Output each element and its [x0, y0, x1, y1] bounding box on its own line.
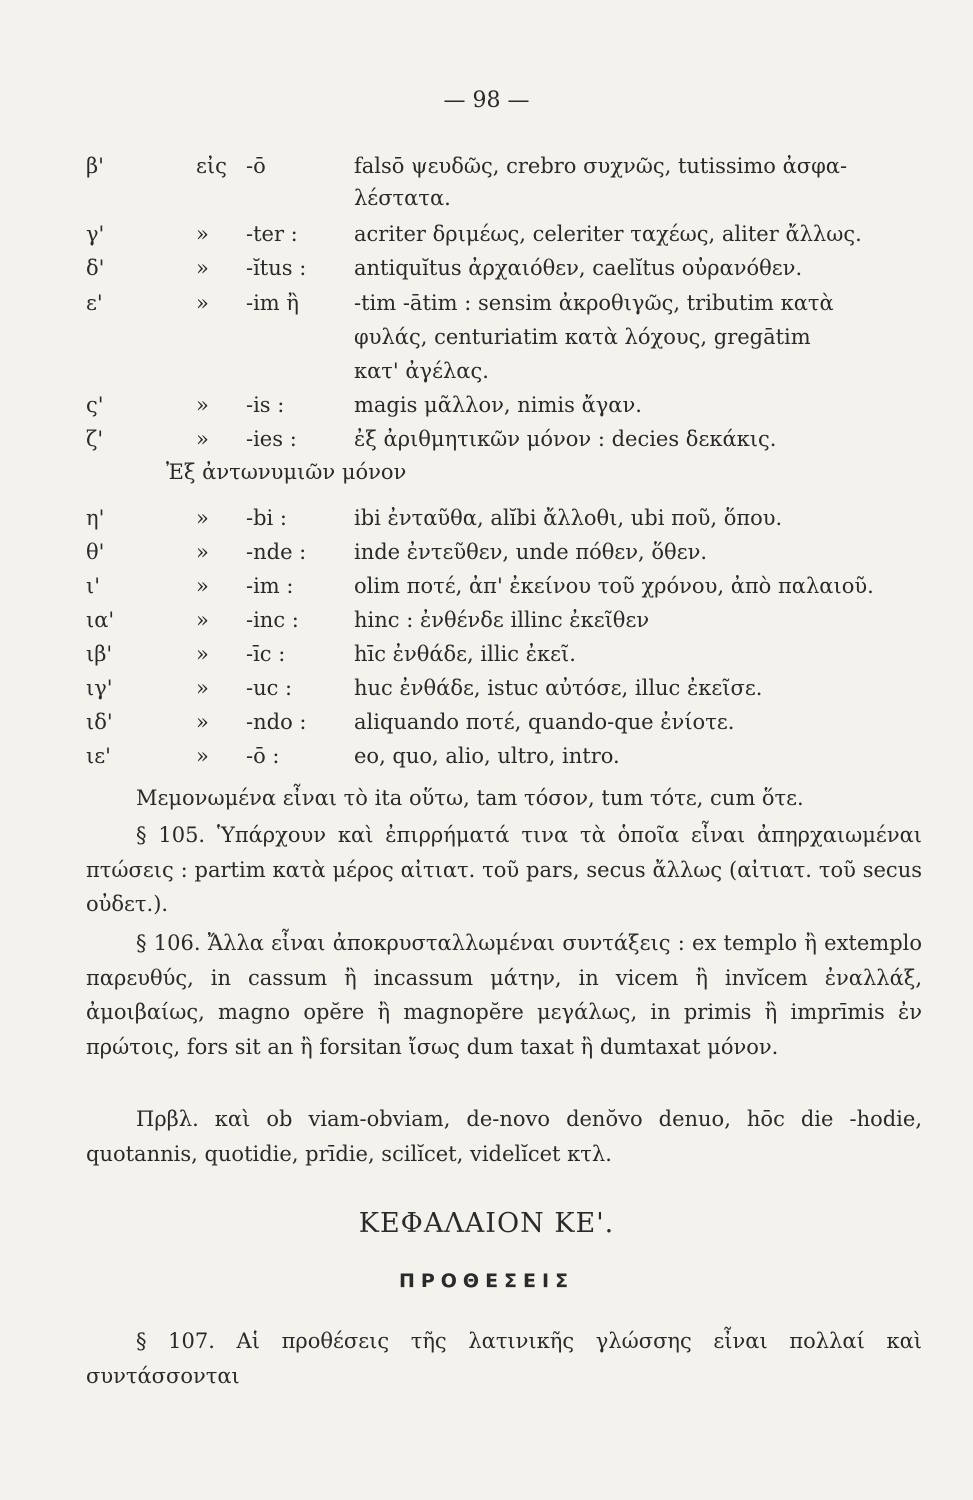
row-examples: olim ποτέ, ἀπ' ἐκείνου τοῦ χρόνου, ἀπὸ παλαιοῦ. [354, 574, 874, 598]
row-number: ι' [86, 574, 101, 598]
row-examples: -tim -ātim : sensim ἀκροθιγῶς, tributim κατὰ [354, 291, 834, 315]
memo-line: Μεμονωμένα εἶναι τὸ ita οὕτω, tam τόσον, tum τότε, cum ὅτε. [136, 786, 804, 810]
row-continuation: κατ' ἀγέλας. [354, 359, 489, 383]
row-examples: falsō ψευδῶς, crebro συχνῶς, tutissimo ἀσφα- [354, 154, 848, 178]
row-suffix: -inc : [246, 608, 299, 632]
row-number: γ' [86, 222, 105, 246]
table-row [86, 427, 926, 457]
row-prefix: » [196, 291, 209, 315]
row-examples: aliquando ποτέ, quando-que ἐνίοτε. [354, 710, 735, 734]
row-number: ε' [86, 291, 103, 315]
row-suffix: -im : [246, 574, 294, 598]
row-examples: ἐξ ἀριθμητικῶν μόνον : decies δεκάκις. [354, 427, 777, 451]
table-row [86, 608, 926, 638]
row-suffix: -ndo : [246, 710, 307, 734]
row-suffix: -uc : [246, 676, 293, 700]
row-examples: hinc : ἐνθένδε illinc ἐκεῖθεν [354, 608, 650, 632]
row-prefix: » [196, 506, 209, 530]
row-prefix: » [196, 608, 209, 632]
row-prefix: » [196, 710, 209, 734]
row-suffix: -nde : [246, 540, 307, 564]
table-row [86, 291, 926, 321]
row-examples: hīc ἐνθάδε, illic ἐκεῖ. [354, 642, 576, 666]
row-prefix: » [196, 744, 209, 768]
row-number: ιε' [86, 744, 111, 768]
table-row [86, 642, 926, 672]
row-number: η' [86, 506, 105, 530]
row-number: δ' [86, 256, 105, 280]
row-prefix: » [196, 642, 209, 666]
table-row [86, 256, 926, 286]
paragraph-107: § 107. Αἱ προθέσεις τῆς λατινικῆς γλώσσης εἶναι πολλαί καὶ συντάσσονται [86, 1329, 922, 1388]
row-suffix: -ies : [246, 427, 297, 451]
row-suffix: -īc : [246, 642, 286, 666]
row-examples: acriter δριμέως, celeriter ταχέως, aliter ἄλλως. [354, 222, 862, 246]
row-suffix: -ter : [246, 222, 298, 246]
table-row [86, 222, 926, 252]
table-row [86, 574, 926, 604]
row-continuation: φυλάς, centuriatim κατὰ λόχους, gregātim [354, 325, 811, 349]
row-prefix: » [196, 574, 209, 598]
row-number: ιβ' [86, 642, 113, 666]
row-suffix: -is : [246, 393, 285, 417]
paragraph-106: § 106. Ἄλλα εἶναι ἀποκρυσταλλωμέναι συντάξεις : ex templo ἢ extemplo παρευθύς, in cassum ἢ incassum μάτην, in vicem ἢ invĭcem ἐναλλάξ, ἀμοιβαίως, magno opĕre ἢ magnopĕre μεγάλως, in primis ἢ imprīmis ἐν πρώτοις, fors sit an ἢ forsitan ἴσως dum taxat ἢ dumtaxat μόνον. [86, 931, 922, 1059]
table-row [86, 676, 926, 706]
row-examples: inde ἐντεῦθεν, unde πόθεν, ὅθεν. [354, 540, 708, 564]
row-suffix: -ō [246, 154, 266, 178]
chapter-title: ΚΕΦΑΛΑΙΟΝ ΚΕ'. [358, 1208, 615, 1239]
row-number: ς' [86, 393, 104, 417]
table-row [86, 393, 926, 423]
row-suffix: -ĭtus : [246, 256, 307, 280]
row-suffix: -im ἢ [246, 291, 299, 315]
row-prefix: » [196, 540, 209, 564]
table-row [86, 710, 926, 740]
row-number: ιγ' [86, 676, 113, 700]
page-number: — 98 — [443, 88, 530, 113]
row-number: ιδ' [86, 710, 113, 734]
table-row [86, 744, 926, 774]
table-row [86, 154, 926, 184]
row-suffix: -ō : [246, 744, 280, 768]
paragraph-105: § 105. Ὑπάρχουν καὶ ἐπιρρήματά τινα τὰ ὁποῖα εἶναι ἀπηρχαιωμέναι πτώσεις : partim κατὰ μέρος αἰτιατ. τοῦ pars, secus ἄλλως (αἰτιατ. τοῦ secus οὐδετ.). [86, 823, 922, 916]
row-prefix: » [196, 393, 209, 417]
row-prefix: » [196, 222, 209, 246]
row-number: ια' [86, 608, 115, 632]
section-title: ΠΡΟΘΕΣΕΙΣ [398, 1270, 575, 1292]
row-suffix: -bi : [246, 506, 288, 530]
table-row [86, 540, 926, 570]
table-row [86, 506, 926, 536]
paragraph-comparison: Πρβλ. καὶ ob viam-obviam, de-novo denŏvo denuo, hōc die -hodie, quotannis, quotidie, prīdie, scilĭcet, videlĭcet κτλ. [86, 1107, 922, 1166]
row-examples: antiquĭtus ἀρχαιόθεν, caelĭtus οὐρανόθεν. [354, 256, 803, 280]
row-examples: ibi ἐνταῦθα, alĭbi ἄλλοθι, ubi ποῦ, ὅπου. [354, 506, 783, 530]
row-examples: magis μᾶλλον, nimis ἄγαν. [354, 393, 642, 417]
row-prefix: » [196, 676, 209, 700]
row-number: β' [86, 154, 104, 178]
row-prefix: » [196, 427, 209, 451]
row-number: θ' [86, 540, 105, 564]
row-examples: huc ἐνθάδε, istuc αὐτόσε, illuc ἐκεῖσε. [354, 676, 763, 700]
row-prefix: » [196, 256, 209, 280]
row-number: ζ' [86, 427, 104, 451]
row-continuation: λέστατα. [354, 186, 451, 210]
pronoun-subheading: Ἐξ ἀντωνυμιῶν μόνον [166, 460, 407, 484]
row-examples: eo, quo, alio, ultro, intro. [354, 744, 620, 768]
row-prefix: εἰς [196, 154, 227, 178]
